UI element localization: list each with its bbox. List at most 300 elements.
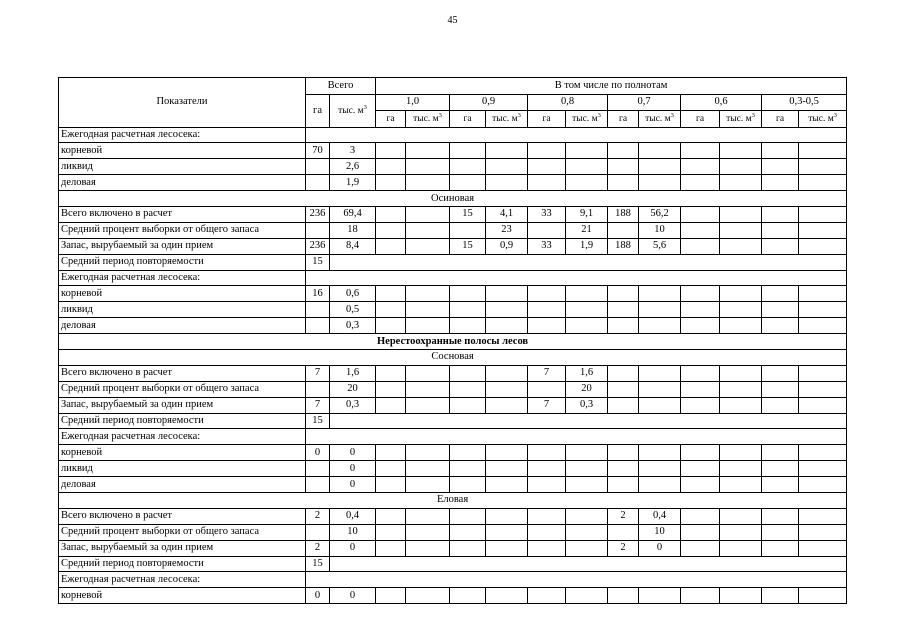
value-cell xyxy=(376,461,406,477)
value-cell xyxy=(528,143,566,159)
value-cell xyxy=(486,175,528,191)
value-cell xyxy=(799,175,847,191)
table-row xyxy=(59,540,847,556)
value-cell xyxy=(566,302,608,318)
table-row xyxy=(59,222,847,238)
value-cell xyxy=(486,302,528,318)
empty-span-cell xyxy=(330,254,847,270)
value-cell xyxy=(681,588,720,604)
table-row xyxy=(59,191,847,207)
table-row xyxy=(59,159,847,175)
value-cell xyxy=(762,206,799,222)
empty-span-cell xyxy=(330,413,847,429)
value-cell xyxy=(639,175,681,191)
value-cell: 23 xyxy=(486,222,528,238)
value-cell: 7 xyxy=(528,365,566,381)
value-cell xyxy=(566,461,608,477)
value-cell xyxy=(639,477,681,493)
value-cell xyxy=(681,381,720,397)
value-cell xyxy=(681,508,720,524)
value-cell xyxy=(566,540,608,556)
table-row xyxy=(59,349,847,365)
header-density-4: 0,7 xyxy=(608,94,681,111)
value-cell xyxy=(799,222,847,238)
value-cell: 0 xyxy=(330,477,376,493)
value-cell xyxy=(528,445,566,461)
value-cell xyxy=(406,143,450,159)
row-label: ликвид xyxy=(59,302,306,318)
value-cell xyxy=(681,445,720,461)
value-cell xyxy=(762,365,799,381)
value-cell xyxy=(376,238,406,254)
group-heading: Нерестоохранные полосы лесов xyxy=(59,334,847,350)
value-cell xyxy=(450,477,486,493)
value-cell: 16 xyxy=(306,286,330,302)
value-cell xyxy=(486,397,528,413)
value-cell xyxy=(376,318,406,334)
value-cell xyxy=(376,540,406,556)
value-cell xyxy=(762,175,799,191)
value-cell xyxy=(528,508,566,524)
value-cell: 2 xyxy=(306,540,330,556)
row-label: Всего включено в расчет xyxy=(59,365,306,381)
value-cell: 70 xyxy=(306,143,330,159)
empty-span-cell xyxy=(306,270,847,286)
row-label: Средний процент выборки от общего запаса xyxy=(59,222,306,238)
value-cell: 15 xyxy=(306,413,330,429)
value-cell xyxy=(762,238,799,254)
table-row xyxy=(59,127,847,143)
value-cell: 69,4 xyxy=(330,206,376,222)
value-cell xyxy=(566,445,608,461)
table-row xyxy=(59,445,847,461)
value-cell xyxy=(486,365,528,381)
value-cell xyxy=(608,143,639,159)
header-total-ha: га xyxy=(306,94,330,127)
value-cell xyxy=(376,588,406,604)
empty-span-cell xyxy=(330,556,847,572)
value-cell xyxy=(566,159,608,175)
value-cell xyxy=(762,302,799,318)
value-cell xyxy=(376,365,406,381)
value-cell xyxy=(406,397,450,413)
value-cell xyxy=(450,302,486,318)
value-cell: 4,1 xyxy=(486,206,528,222)
row-label: Запас, вырубаемый за один прием xyxy=(59,397,306,413)
value-cell: 0 xyxy=(330,461,376,477)
value-cell: 15 xyxy=(450,238,486,254)
value-cell xyxy=(681,222,720,238)
value-cell xyxy=(720,445,762,461)
value-cell: 10 xyxy=(639,524,681,540)
value-cell xyxy=(486,143,528,159)
value-cell xyxy=(450,365,486,381)
value-cell xyxy=(720,381,762,397)
value-cell xyxy=(450,461,486,477)
value-cell xyxy=(406,445,450,461)
value-cell xyxy=(406,524,450,540)
value-cell xyxy=(376,222,406,238)
value-cell xyxy=(608,588,639,604)
value-cell xyxy=(639,318,681,334)
value-cell xyxy=(799,318,847,334)
value-cell: 2 xyxy=(608,540,639,556)
value-cell xyxy=(486,508,528,524)
row-label: Всего включено в расчет xyxy=(59,508,306,524)
value-cell xyxy=(306,461,330,477)
value-cell: 10 xyxy=(639,222,681,238)
value-cell xyxy=(681,206,720,222)
value-cell xyxy=(376,286,406,302)
row-label: ликвид xyxy=(59,159,306,175)
row-label: Ежегодная расчетная лесосека: xyxy=(59,127,306,143)
value-cell xyxy=(720,540,762,556)
value-cell xyxy=(406,159,450,175)
value-cell: 236 xyxy=(306,206,330,222)
value-cell: 0 xyxy=(639,540,681,556)
value-cell: 7 xyxy=(306,397,330,413)
value-cell xyxy=(450,143,486,159)
row-label: корневой xyxy=(59,286,306,302)
value-cell xyxy=(528,302,566,318)
value-cell xyxy=(639,588,681,604)
value-cell xyxy=(762,143,799,159)
value-cell xyxy=(681,365,720,381)
value-cell xyxy=(639,397,681,413)
header-total-vol: тыс. $м^3$ xyxy=(330,94,376,127)
header-density-5: 0,6 xyxy=(681,94,762,111)
value-cell: 2 xyxy=(306,508,330,524)
value-cell xyxy=(762,159,799,175)
value-cell xyxy=(720,318,762,334)
header-unit-vol: тыс. $м^3$ xyxy=(639,111,681,128)
header-by-density: В том числе по полнотам xyxy=(376,78,847,95)
value-cell xyxy=(566,588,608,604)
row-label: Средний период повторяемости xyxy=(59,556,306,572)
value-cell: 0 xyxy=(306,445,330,461)
value-cell xyxy=(762,381,799,397)
value-cell xyxy=(450,286,486,302)
value-cell xyxy=(450,397,486,413)
value-cell xyxy=(799,206,847,222)
table-row xyxy=(59,492,847,508)
value-cell: 33 xyxy=(528,238,566,254)
table-row xyxy=(59,429,847,445)
value-cell xyxy=(720,238,762,254)
value-cell xyxy=(486,588,528,604)
value-cell xyxy=(608,159,639,175)
value-cell: 56,2 xyxy=(639,206,681,222)
table-row xyxy=(59,175,847,191)
value-cell xyxy=(799,508,847,524)
value-cell xyxy=(376,524,406,540)
value-cell: 0 xyxy=(330,445,376,461)
value-cell xyxy=(639,461,681,477)
value-cell xyxy=(486,159,528,175)
value-cell xyxy=(799,159,847,175)
value-cell xyxy=(376,206,406,222)
value-cell xyxy=(450,524,486,540)
value-cell xyxy=(528,222,566,238)
row-label: деловая xyxy=(59,318,306,334)
value-cell xyxy=(681,238,720,254)
row-label: корневой xyxy=(59,588,306,604)
value-cell: 0,3 xyxy=(330,397,376,413)
value-cell xyxy=(762,222,799,238)
table-row xyxy=(59,254,847,270)
value-cell xyxy=(799,461,847,477)
value-cell: 9,1 xyxy=(566,206,608,222)
header-indicator: Показатели xyxy=(59,78,306,128)
value-cell xyxy=(639,159,681,175)
value-cell xyxy=(799,381,847,397)
value-cell xyxy=(306,302,330,318)
table-row xyxy=(59,206,847,222)
value-cell xyxy=(762,524,799,540)
value-cell xyxy=(762,318,799,334)
value-cell xyxy=(528,588,566,604)
value-cell xyxy=(720,222,762,238)
value-cell xyxy=(406,477,450,493)
empty-span-cell xyxy=(306,429,847,445)
value-cell xyxy=(486,318,528,334)
value-cell: 0 xyxy=(330,540,376,556)
value-cell xyxy=(762,397,799,413)
empty-span-cell xyxy=(306,572,847,588)
row-label: корневой xyxy=(59,143,306,159)
value-cell xyxy=(406,508,450,524)
value-cell xyxy=(639,365,681,381)
value-cell xyxy=(406,461,450,477)
value-cell xyxy=(681,286,720,302)
value-cell xyxy=(608,222,639,238)
value-cell xyxy=(720,397,762,413)
row-label: Всего включено в расчет xyxy=(59,206,306,222)
row-label: Запас, вырубаемый за один прием xyxy=(59,238,306,254)
row-label: Ежегодная расчетная лесосека: xyxy=(59,572,306,588)
header-unit-ha: га xyxy=(376,111,406,128)
table-row xyxy=(59,556,847,572)
table-row xyxy=(59,572,847,588)
value-cell: 21 xyxy=(566,222,608,238)
value-cell xyxy=(799,302,847,318)
value-cell xyxy=(566,143,608,159)
value-cell xyxy=(608,477,639,493)
table-row xyxy=(59,270,847,286)
value-cell xyxy=(486,477,528,493)
value-cell: 33 xyxy=(528,206,566,222)
value-cell: 0,9 xyxy=(486,238,528,254)
value-cell xyxy=(376,175,406,191)
value-cell xyxy=(681,524,720,540)
header-unit-ha: га xyxy=(681,111,720,128)
empty-span-cell xyxy=(306,127,847,143)
value-cell xyxy=(486,461,528,477)
row-label: деловая xyxy=(59,477,306,493)
value-cell xyxy=(762,508,799,524)
table-row xyxy=(59,286,847,302)
value-cell xyxy=(720,206,762,222)
value-cell: 1,6 xyxy=(566,365,608,381)
row-label: Средний период повторяемости xyxy=(59,254,306,270)
value-cell: 0,3 xyxy=(566,397,608,413)
value-cell xyxy=(681,461,720,477)
value-cell xyxy=(799,524,847,540)
row-label: Средний процент выборки от общего запаса xyxy=(59,381,306,397)
table-row xyxy=(59,238,847,254)
value-cell xyxy=(450,159,486,175)
value-cell xyxy=(608,318,639,334)
row-label: Ежегодная расчетная лесосека: xyxy=(59,429,306,445)
value-cell: 7 xyxy=(306,365,330,381)
value-cell xyxy=(528,524,566,540)
value-cell xyxy=(720,286,762,302)
table-row xyxy=(59,588,847,604)
header-unit-ha: га xyxy=(528,111,566,128)
table-row xyxy=(59,302,847,318)
table-row xyxy=(59,143,847,159)
value-cell xyxy=(608,381,639,397)
value-cell: 188 xyxy=(608,238,639,254)
value-cell xyxy=(450,445,486,461)
value-cell xyxy=(799,365,847,381)
value-cell xyxy=(681,540,720,556)
value-cell: 0,4 xyxy=(330,508,376,524)
value-cell: 10 xyxy=(330,524,376,540)
header-unit-ha: га xyxy=(762,111,799,128)
value-cell: 0,3 xyxy=(330,318,376,334)
header-density-2: 0,9 xyxy=(450,94,528,111)
value-cell xyxy=(376,477,406,493)
value-cell: 8,4 xyxy=(330,238,376,254)
value-cell xyxy=(450,381,486,397)
value-cell xyxy=(608,365,639,381)
value-cell xyxy=(720,508,762,524)
value-cell xyxy=(376,445,406,461)
value-cell xyxy=(376,159,406,175)
value-cell xyxy=(762,540,799,556)
value-cell xyxy=(486,381,528,397)
value-cell xyxy=(376,302,406,318)
value-cell: 15 xyxy=(450,206,486,222)
felling-table xyxy=(58,77,847,604)
value-cell: 1,9 xyxy=(330,175,376,191)
value-cell xyxy=(406,365,450,381)
value-cell xyxy=(720,477,762,493)
value-cell xyxy=(486,524,528,540)
table-row xyxy=(59,524,847,540)
value-cell xyxy=(681,159,720,175)
value-cell xyxy=(306,222,330,238)
value-cell xyxy=(762,445,799,461)
value-cell xyxy=(450,318,486,334)
header-unit-ha: га xyxy=(608,111,639,128)
value-cell xyxy=(450,175,486,191)
species-heading: Сосновая xyxy=(59,349,847,365)
value-cell xyxy=(306,318,330,334)
value-cell: 5,6 xyxy=(639,238,681,254)
row-label: Средний период повторяемости xyxy=(59,413,306,429)
value-cell xyxy=(681,397,720,413)
header-density-6: 0,3-0,5 xyxy=(762,94,847,111)
value-cell xyxy=(528,318,566,334)
value-cell: 0,6 xyxy=(330,286,376,302)
value-cell: 7 xyxy=(528,397,566,413)
value-cell xyxy=(720,302,762,318)
header-unit-ha: га xyxy=(450,111,486,128)
value-cell xyxy=(639,381,681,397)
value-cell xyxy=(608,302,639,318)
value-cell xyxy=(450,508,486,524)
value-cell: 188 xyxy=(608,206,639,222)
value-cell: 1,9 xyxy=(566,238,608,254)
value-cell xyxy=(306,159,330,175)
value-cell xyxy=(608,286,639,302)
value-cell xyxy=(762,588,799,604)
value-cell xyxy=(799,238,847,254)
value-cell xyxy=(681,175,720,191)
value-cell: 1,6 xyxy=(330,365,376,381)
header-row-1 xyxy=(59,78,847,95)
row-label: корневой xyxy=(59,445,306,461)
header-density-3: 0,8 xyxy=(528,94,608,111)
value-cell xyxy=(528,477,566,493)
value-cell: 20 xyxy=(566,381,608,397)
value-cell xyxy=(528,175,566,191)
table-row xyxy=(59,318,847,334)
value-cell xyxy=(486,540,528,556)
value-cell: 15 xyxy=(306,556,330,572)
value-cell xyxy=(608,397,639,413)
row-label: Ежегодная расчетная лесосека: xyxy=(59,270,306,286)
value-cell xyxy=(681,477,720,493)
value-cell xyxy=(528,540,566,556)
species-heading: Еловая xyxy=(59,492,847,508)
value-cell xyxy=(799,143,847,159)
value-cell: 0,4 xyxy=(639,508,681,524)
value-cell xyxy=(566,175,608,191)
table-row xyxy=(59,508,847,524)
value-cell xyxy=(486,445,528,461)
value-cell xyxy=(639,286,681,302)
page-number: 45 xyxy=(447,15,458,26)
value-cell xyxy=(450,588,486,604)
value-cell xyxy=(306,381,330,397)
value-cell xyxy=(762,477,799,493)
value-cell xyxy=(720,365,762,381)
header-unit-vol: тыс. $м^3$ xyxy=(566,111,608,128)
value-cell xyxy=(406,238,450,254)
row-label: ликвид xyxy=(59,461,306,477)
value-cell xyxy=(376,508,406,524)
value-cell: 236 xyxy=(306,238,330,254)
value-cell xyxy=(639,445,681,461)
table-row xyxy=(59,397,847,413)
header-total: Всего xyxy=(306,78,376,95)
value-cell: 20 xyxy=(330,381,376,397)
value-cell xyxy=(799,477,847,493)
table-row xyxy=(59,365,847,381)
value-cell xyxy=(799,286,847,302)
value-cell xyxy=(799,445,847,461)
value-cell xyxy=(720,461,762,477)
table-row xyxy=(59,334,847,350)
header-unit-vol: тыс. $м^3$ xyxy=(406,111,450,128)
value-cell xyxy=(639,302,681,318)
value-cell xyxy=(762,286,799,302)
header-density-1: 1,0 xyxy=(376,94,450,111)
value-cell xyxy=(720,175,762,191)
